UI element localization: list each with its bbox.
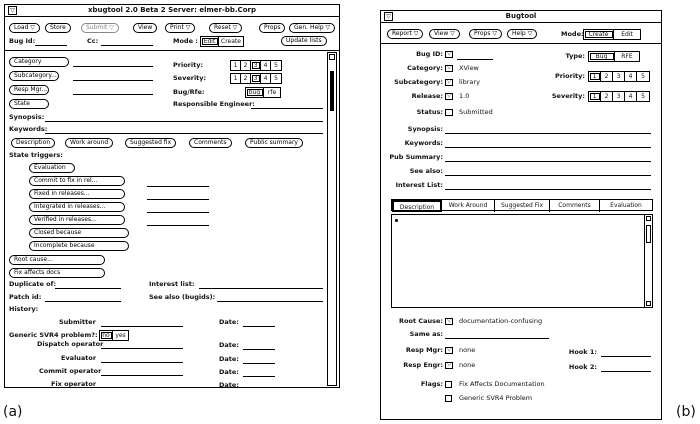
priority-2[interactable]: 2 bbox=[601, 72, 613, 81]
severity-4[interactable]: 4 bbox=[261, 74, 271, 83]
priority-1[interactable]: 1 bbox=[231, 61, 241, 70]
priority-label: Priority: bbox=[173, 61, 204, 69]
synopsis-label: Synopsis: bbox=[9, 113, 45, 121]
view-menu-button[interactable]: View ▽ bbox=[429, 29, 460, 39]
fix-date-label: Date: bbox=[219, 381, 239, 388]
pub-summary-label: Pub Summary: bbox=[389, 153, 443, 161]
severity-2[interactable]: 2 bbox=[241, 74, 251, 83]
bug-rfe-label: Bug/Rfe: bbox=[173, 88, 205, 96]
dispatch-date-label: Date: bbox=[219, 341, 239, 349]
xbugtool-window bbox=[4, 4, 340, 388]
category-label: Category: bbox=[407, 64, 443, 72]
hook2-label: Hook 2: bbox=[568, 363, 597, 371]
print-menu-button[interactable]: Print ▽ bbox=[165, 23, 195, 33]
subcategory-label: Subcategory: bbox=[394, 78, 443, 86]
svr4-problem-label: Generic SVR4 problem?: bbox=[9, 331, 98, 339]
priority-2[interactable]: 2 bbox=[241, 61, 251, 70]
tab-work-around[interactable]: Work around bbox=[65, 138, 113, 148]
type-bug[interactable]: bug bbox=[246, 88, 264, 97]
dispatch-date-field[interactable] bbox=[243, 349, 275, 350]
resp-mgr-menu-icon[interactable]: ▽ bbox=[445, 347, 453, 354]
duplicate-of-label: Duplicate of: bbox=[9, 280, 57, 288]
fix-affects-documentation-checkbox[interactable] bbox=[445, 381, 452, 388]
submitter-date-label: Date: bbox=[219, 318, 239, 326]
responsible-engineer-field[interactable] bbox=[251, 108, 323, 109]
caption-a: (a) bbox=[3, 404, 23, 420]
incomplete-because-button[interactable]: Incomplete because bbox=[29, 241, 129, 251]
fix-affects-documentation-label: Fix Affects Documentation bbox=[459, 380, 545, 388]
fix-affects-docs-button[interactable]: Fix affects docs bbox=[9, 268, 105, 278]
bug-id-field[interactable] bbox=[35, 45, 67, 46]
resp-mgr-value: none bbox=[459, 346, 476, 354]
synopsis-field[interactable] bbox=[45, 121, 323, 122]
priority-5[interactable]: 5 bbox=[641, 73, 645, 80]
svr4-yes[interactable]: yes bbox=[115, 332, 126, 339]
separator bbox=[5, 50, 340, 51]
root-cause-menu-icon[interactable]: ▽ bbox=[445, 318, 453, 325]
fix-operator-label: Fix operator bbox=[51, 380, 97, 388]
bug-id-label: Bug Id: bbox=[9, 37, 36, 45]
release-label: Release: bbox=[411, 92, 443, 100]
type-rfe[interactable]: RFE bbox=[621, 53, 633, 60]
category-menu-icon[interactable]: ▽ bbox=[445, 65, 453, 72]
severity-5[interactable]: 5 bbox=[274, 75, 278, 82]
severity-5[interactable]: 5 bbox=[641, 93, 645, 100]
severity-selector[interactable] bbox=[230, 73, 282, 84]
scroll-up-arrow-icon[interactable] bbox=[646, 216, 651, 221]
caption-b: (b) bbox=[676, 404, 696, 420]
mode-label: Mode : bbox=[173, 37, 198, 45]
commit-operator-field[interactable] bbox=[101, 375, 183, 376]
subcategory-button[interactable]: Subcategory... bbox=[9, 71, 59, 81]
props-button[interactable]: Props bbox=[259, 23, 285, 33]
release-value: 1.0 bbox=[459, 92, 470, 100]
xbugtool-title-bar bbox=[5, 5, 339, 17]
dispatch-operator-field[interactable] bbox=[101, 348, 183, 349]
dispatch-operator-label: Dispatch operator bbox=[37, 340, 104, 348]
subcategory-field[interactable] bbox=[73, 80, 153, 81]
bugtool-title-bar bbox=[381, 11, 661, 23]
priority-1[interactable]: 1 bbox=[589, 72, 601, 81]
tab-work-around[interactable]: Work Around bbox=[442, 200, 495, 212]
submit-menu-button[interactable]: Submit ▽ bbox=[81, 23, 119, 33]
mode-create[interactable]: Create bbox=[221, 38, 241, 45]
priority-3[interactable]: 3 bbox=[251, 61, 261, 70]
form-scrollbar[interactable] bbox=[327, 52, 337, 386]
resp-engr-menu-icon[interactable]: ▽ bbox=[445, 362, 453, 369]
severity-3[interactable]: 3 bbox=[613, 92, 625, 101]
root-cause-value: documentation-confusing bbox=[459, 317, 543, 325]
bug-id-menu-icon[interactable]: ▽ bbox=[445, 51, 453, 58]
keywords-label: Keywords: bbox=[404, 139, 443, 147]
hook2-field[interactable] bbox=[601, 371, 651, 372]
help-menu-button[interactable]: Help ▽ bbox=[507, 29, 537, 39]
state-triggers-label: State triggers: bbox=[9, 151, 63, 159]
synopsis-field[interactable] bbox=[445, 133, 651, 134]
textarea-scrollbar[interactable] bbox=[644, 215, 652, 307]
mode-selector[interactable] bbox=[583, 29, 641, 40]
subcategory-value: library bbox=[459, 78, 480, 86]
see-also-field[interactable] bbox=[217, 301, 323, 302]
same-as-field[interactable] bbox=[445, 338, 549, 339]
severity-3[interactable]: 3 bbox=[251, 74, 261, 83]
priority-selector[interactable] bbox=[230, 60, 282, 71]
closed-because-button[interactable]: Closed because bbox=[29, 228, 129, 238]
update-lists-button[interactable]: Update lists bbox=[281, 36, 327, 46]
responsible-engineer-label: Responsible Engineer: bbox=[173, 100, 255, 108]
integrated-in-releases-button[interactable]: Integrated in releases... bbox=[29, 202, 125, 212]
keywords-field[interactable] bbox=[445, 147, 651, 148]
status-label: Status: bbox=[416, 108, 443, 116]
severity-4[interactable]: 4 bbox=[625, 92, 637, 101]
commit-to-fix-button[interactable]: Commit to fix in rel... bbox=[29, 176, 125, 186]
commit-to-fix-field[interactable] bbox=[147, 186, 209, 187]
resp-engr-value: none bbox=[459, 361, 476, 369]
severity-label: Severity: bbox=[551, 92, 585, 100]
cc-field[interactable] bbox=[101, 45, 153, 46]
svr4-no[interactable]: no bbox=[100, 331, 113, 340]
commit-date-label: Date: bbox=[219, 368, 239, 376]
scroll-thumb[interactable] bbox=[646, 225, 651, 243]
evaluator-date-label: Date: bbox=[219, 355, 239, 363]
evaluation-trigger-button[interactable]: Evaluation bbox=[29, 163, 75, 173]
integrated-in-releases-field[interactable] bbox=[147, 212, 209, 213]
commit-date-field[interactable] bbox=[243, 376, 275, 377]
separator bbox=[381, 43, 662, 44]
category-field[interactable] bbox=[73, 66, 153, 67]
interest-list-label: Interest list: bbox=[149, 280, 195, 288]
see-also-label: See also: bbox=[409, 167, 443, 175]
root-cause-label: Root Cause: bbox=[399, 317, 443, 325]
keywords-field[interactable] bbox=[45, 133, 323, 134]
tab-evaluation[interactable]: Evaluation bbox=[610, 202, 642, 209]
scroll-down-arrow-icon[interactable] bbox=[646, 301, 651, 306]
submitter-date-field[interactable] bbox=[243, 326, 275, 327]
type-rfe[interactable]: rfe bbox=[267, 89, 277, 96]
mode-label: Mode: bbox=[561, 30, 584, 38]
window-title: xbugtool 2.0 Beta 2 Server: elmer-bb.Corp bbox=[88, 6, 256, 14]
see-also-label: See also (bugids): bbox=[149, 293, 216, 301]
severity-1[interactable]: 1 bbox=[589, 92, 601, 101]
subcategory-menu-icon[interactable]: ▽ bbox=[445, 79, 453, 86]
type-bug[interactable]: Bug bbox=[589, 52, 615, 61]
submitter-label: Submitter bbox=[59, 318, 96, 326]
hook1-label: Hook 1: bbox=[568, 348, 597, 356]
props-menu-button[interactable]: Props ▽ bbox=[469, 29, 502, 39]
resp-mgr-label: Resp Mgr: bbox=[405, 346, 443, 354]
commit-operator-label: Commit operator bbox=[39, 367, 102, 375]
hook1-field[interactable] bbox=[601, 356, 651, 357]
category-value: XView bbox=[459, 64, 479, 72]
description-textarea[interactable] bbox=[391, 214, 653, 308]
load-menu-button[interactable]: Load ▽ bbox=[9, 23, 40, 33]
tab-public-summary[interactable]: Public summary bbox=[245, 138, 303, 148]
resp-engr-label: Resp Engr: bbox=[403, 361, 443, 369]
tab-suggested-fix[interactable]: Suggested Fix bbox=[495, 200, 550, 212]
severity-2[interactable]: 2 bbox=[601, 92, 613, 101]
mode-edit[interactable]: Edit bbox=[621, 31, 633, 38]
type-label: Type: bbox=[565, 52, 585, 60]
interest-list-label: Interest List: bbox=[395, 181, 443, 189]
generic-svr4-problem-checkbox[interactable] bbox=[445, 395, 452, 402]
interest-list-field[interactable] bbox=[445, 189, 651, 190]
keywords-label: Keywords: bbox=[9, 125, 48, 133]
verified-in-releases-button[interactable]: Verified in releases... bbox=[29, 215, 125, 225]
flags-label: Flags: bbox=[420, 380, 443, 388]
text-caret-icon bbox=[395, 219, 398, 222]
see-also-field[interactable] bbox=[445, 175, 651, 176]
priority-4[interactable]: 4 bbox=[261, 61, 271, 70]
submitter-field[interactable] bbox=[101, 326, 183, 327]
text-tab-bar bbox=[391, 199, 653, 211]
release-menu-icon[interactable]: ▽ bbox=[445, 93, 453, 100]
fixed-in-releases-field[interactable] bbox=[147, 199, 209, 200]
bugtool-window bbox=[380, 10, 662, 420]
scroll-up-arrow-icon[interactable] bbox=[329, 54, 335, 60]
window-menu-icon[interactable]: ▽ bbox=[384, 12, 393, 21]
same-as-label: Same as: bbox=[409, 330, 443, 338]
severity-1[interactable]: 1 bbox=[231, 74, 241, 83]
priority-4[interactable]: 4 bbox=[625, 72, 637, 81]
status-value: Submitted bbox=[459, 108, 493, 116]
evaluator-field[interactable] bbox=[101, 362, 183, 363]
cc-label: Cc: bbox=[87, 37, 99, 45]
bug-rfe-selector[interactable] bbox=[245, 87, 281, 98]
store-button[interactable]: Store bbox=[45, 23, 71, 33]
resp-mgr-button[interactable]: Resp Mgr... bbox=[9, 85, 49, 95]
state-button[interactable]: State bbox=[9, 99, 49, 109]
synopsis-label: Synopsis: bbox=[407, 125, 443, 133]
history-label: History: bbox=[9, 305, 39, 313]
scroll-thumb[interactable] bbox=[330, 71, 334, 111]
severity-label: Severity: bbox=[173, 74, 207, 82]
mode-selector[interactable] bbox=[200, 36, 244, 47]
priority-label: Priority: bbox=[554, 72, 585, 80]
tab-comments[interactable]: Comments bbox=[550, 200, 600, 212]
resp-mgr-field[interactable] bbox=[73, 94, 153, 95]
window-title: Bugtool bbox=[505, 12, 537, 20]
bug-id-label: Bug ID: bbox=[416, 50, 443, 58]
mode-create[interactable]: Create bbox=[584, 30, 614, 39]
gen-help-menu-button[interactable]: Gen. Help ▽ bbox=[289, 23, 335, 33]
tab-description[interactable]: Description bbox=[392, 200, 442, 212]
verified-in-releases-field[interactable] bbox=[147, 225, 209, 226]
priority-5[interactable]: 5 bbox=[274, 62, 278, 69]
evaluator-label: Evaluator bbox=[61, 354, 97, 362]
patch-id-field[interactable] bbox=[45, 301, 121, 302]
duplicate-of-field[interactable] bbox=[55, 288, 121, 289]
fixed-in-releases-button[interactable]: Fixed in releases... bbox=[29, 189, 125, 199]
patch-id-label: Patch id: bbox=[9, 293, 42, 301]
root-cause-button[interactable]: Root cause... bbox=[9, 255, 105, 265]
tab-comments[interactable]: Comments bbox=[189, 138, 232, 148]
tab-suggested-fix[interactable]: Suggested fix bbox=[125, 138, 176, 148]
priority-selector[interactable] bbox=[588, 71, 650, 82]
mode-edit[interactable]: Edit bbox=[201, 37, 219, 46]
bug-id-field[interactable] bbox=[457, 59, 493, 60]
evaluator-date-field[interactable] bbox=[243, 363, 275, 364]
svr4-selector[interactable] bbox=[99, 330, 129, 341]
priority-3[interactable]: 3 bbox=[613, 72, 625, 81]
severity-selector[interactable] bbox=[588, 91, 650, 102]
tab-description[interactable]: Description bbox=[11, 138, 55, 148]
window-menu-icon[interactable]: ▽ bbox=[8, 6, 17, 15]
pub-summary-field[interactable] bbox=[445, 161, 651, 162]
type-selector[interactable] bbox=[588, 51, 640, 62]
generic-svr4-problem-label: Generic SVR4 Problem bbox=[459, 394, 533, 402]
interest-list-field[interactable] bbox=[199, 288, 323, 289]
reset-menu-button[interactable]: Reset ▽ bbox=[209, 23, 242, 33]
report-menu-button[interactable]: Report ▽ bbox=[387, 29, 423, 39]
category-button[interactable]: Category bbox=[9, 57, 69, 67]
view-button[interactable]: View bbox=[133, 23, 157, 33]
status-menu-icon[interactable] bbox=[445, 109, 453, 116]
